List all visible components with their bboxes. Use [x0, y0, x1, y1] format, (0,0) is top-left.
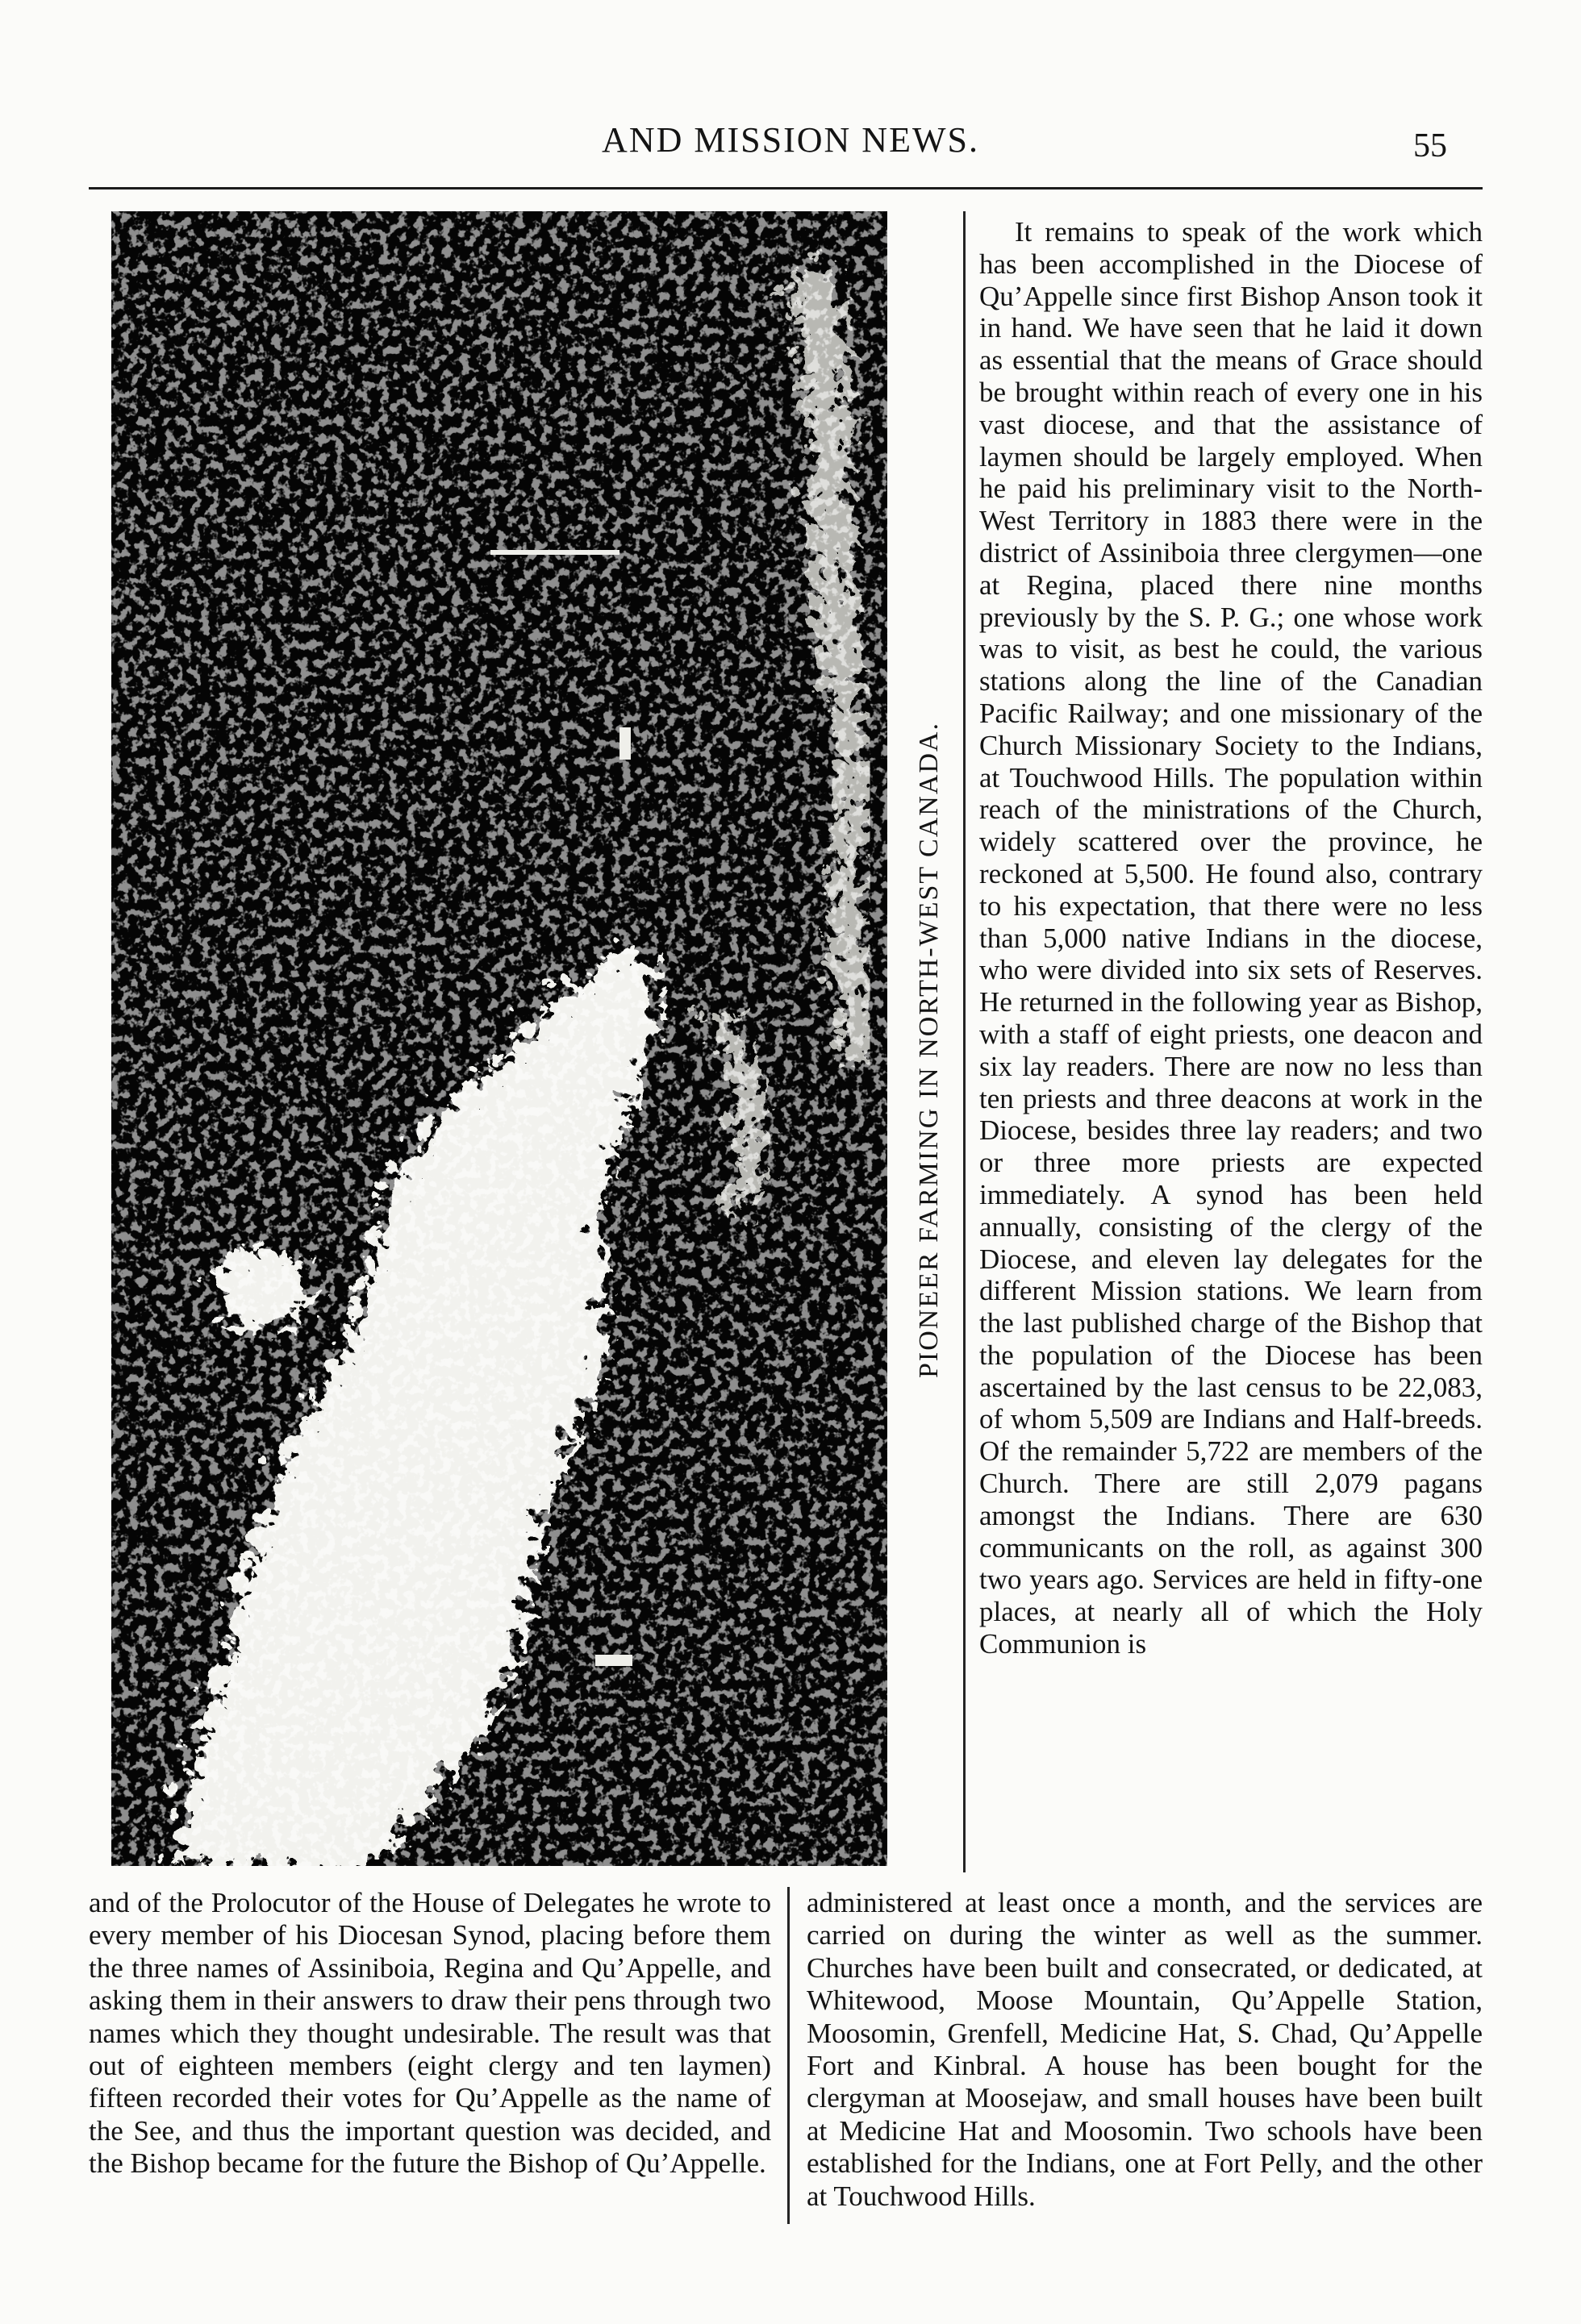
body-paragraph-left-column: and of the Prolocutor of the House of Delegates he wrote to every member of his Diocesan Synod, placing before them the three names of Assiniboia, Regina and Qu’Appelle, and asking them in their answers to draw their pens through two names which they thought undesirable. The result was that out of eighteen members (eight clergy and ten laymen) fifteen recorded their votes for Qu’Appelle as the name of the See, and thus the important question was decided, and the Bishop became for the future the Bishop of Qu’Appelle.	[89, 1887, 771, 2180]
column-rule-right	[963, 211, 966, 1872]
header-rule	[89, 187, 1483, 190]
body-paragraph-right-column: It remains to speak of the work which has been accomplished in the Diocese of Qu’Appelle since first Bishop Anson took it in hand. We have seen that he laid it down as essential that the means of Grace should be brought within reach of every one in his vast diocese, and that the assistance of laymen should be largely employed. When he paid his preliminary visit to the North-West Territory in 1883 there were in the district of Assiniboia three clergymen—one at Regina, placed there nine months previously by the S. P. G.; one whose work was to visit, as best he could, the various stations along the line of the Canadian Pacific Railway; and one missionary of the Church Missionary Society to the Indians, at Touchwood Hills. The population within reach of the ministrations of the Church, widely scattered over the province, he reckoned at 5,500. He found also, contrary to his expectation, that there were no less than 5,000 native Indians in the diocese, who were divided into six sets of Reserves. He returned in the following year as Bishop, with a staff of eight priests, one deacon and six lay readers. There are now no less than ten priests and three deacons at work in the Diocese, besides three lay readers; and two or three more priests are expected immediately. A synod has been held annually, consisting of the clergy of the Diocese, and eleven lay delegates for the different Mission stations. We learn from the last published charge of the Bishop that the population of the Diocese has been ascertained by the last census to be 22,083, of whom 5,509 are Indians and Half-breeds. Of the remainder 5,722 are members of the Church. There are still 2,079 pagans amongst the Indians. There are 630 communicants on the roll, as against 300 two years ago. Services are held in fifty-one places, at nearly all of which the Holy Communion is	[979, 216, 1483, 1660]
figure-caption-container	[897, 703, 962, 1397]
page-number: 55	[1413, 127, 1447, 165]
body-paragraph-continued: administered at least once a month, and the services are carried on during the winter as well as the summer. Churches have been built and consecrated, or dedicated, at Whitewood, Moose Mountain, Qu’Appelle Station, Moosomin, Grenfell, Medicine Hat, S. Chad, Qu’Appelle Fort and Kinbral. A house has been bought for the clergyman at Moosejaw, and small houses have been built at Medicine Hat and Moosomin. Two schools have been established for the Indians, one at Fort Pelly, and the other at Touchwood Hills.	[807, 1887, 1483, 2212]
engraving-illustration	[111, 211, 887, 1866]
page-header-title: AND MISSION NEWS.	[602, 120, 979, 160]
figure-caption: PIONEER FARMING IN NORTH-WEST CANADA.	[914, 722, 944, 1378]
column-rule-bottom	[787, 1887, 790, 2224]
